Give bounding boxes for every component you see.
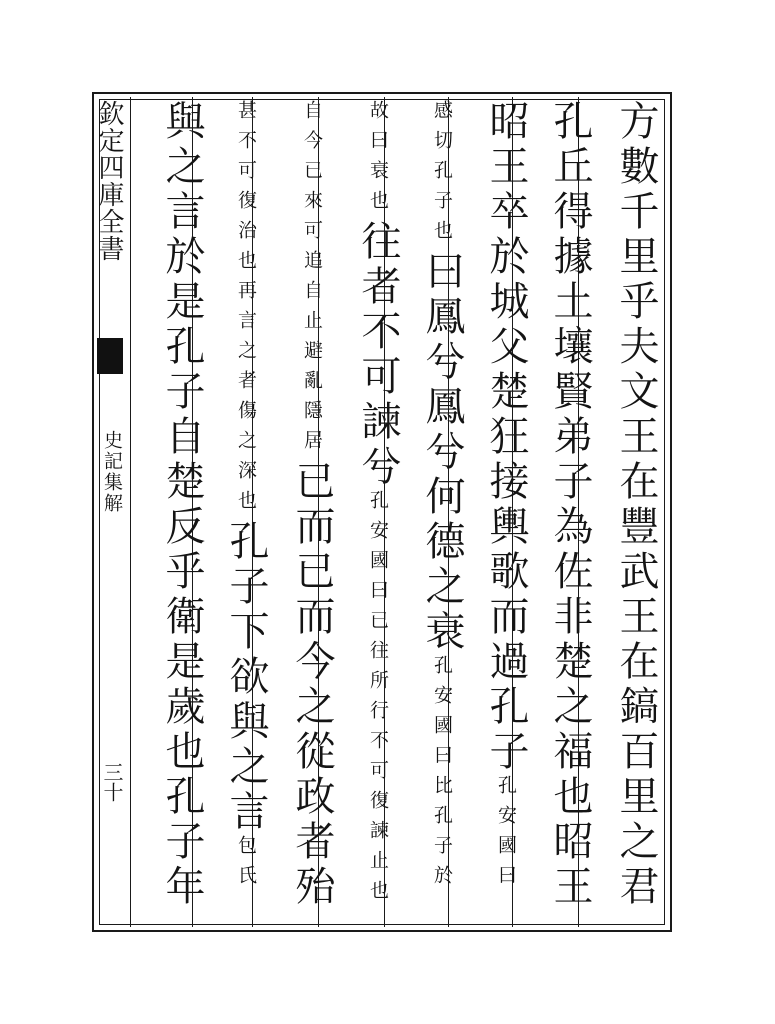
commentary [431,100,453,250]
commentary-line-right: 包氏 [235,835,257,895]
commentary-line-right: 自今已來可追 [301,100,323,280]
commentary-line-right: 甚不可復治也再 [235,100,257,310]
text-column-6 [288,100,336,920]
commentary-line-right: 孔安國曰已往所 [367,490,389,700]
main-text: 昭王卒於城父楚狂接輿歌而過孔子 [483,100,529,775]
commentary-line-left: 自止避亂隱居 [301,280,323,460]
commentary [301,100,323,460]
main-text: 往者不可諫兮 [355,220,401,490]
commentary [235,100,257,520]
text-column-4 [418,100,466,920]
margin-book-title: 史記集解 [101,430,123,514]
text-column-2 [546,100,594,920]
text-column-1 [612,100,660,920]
main-text: 與之言於是孔子自楚反乎衛是歲也孔子年 [159,100,205,910]
margin-page-number: 三十 [100,762,124,802]
main-text: 孔子下欲與之言 [223,520,269,835]
commentary-line-right: 故曰 [367,100,389,160]
commentary-line-left: 行不可復諫止也 [367,700,389,910]
commentary [367,490,389,910]
margin-collection-title: 欽定四庫全書 [94,100,124,262]
text-column-8 [158,100,206,920]
main-text: 孔丘得據土壤賢弟子為佐非楚之福也昭王 [547,100,593,910]
text-column-5 [354,100,402,920]
commentary-line-left: 子也 [431,190,453,250]
commentary-line-right: 孔安國曰 [495,775,517,895]
text-column-7 [222,100,270,920]
commentary-line-right: 感切孔 [431,100,453,190]
commentary-line-left: 言之者傷之深也 [235,310,257,520]
column-rule [130,97,131,927]
margin-fishtail-mark [97,338,123,374]
commentary-line-right: 孔安國曰比孔子於 [431,655,453,895]
commentary-line-left: 衰也 [367,160,389,220]
main-text: 方數千里乎夫文王在豐武王在鎬百里之君 [613,100,659,910]
main-text: 已而已而今之從政者殆 [289,460,335,910]
text-column-3 [482,100,530,920]
commentary [367,100,389,220]
main-text: 曰鳳兮鳳兮何德之衰 [419,250,465,655]
